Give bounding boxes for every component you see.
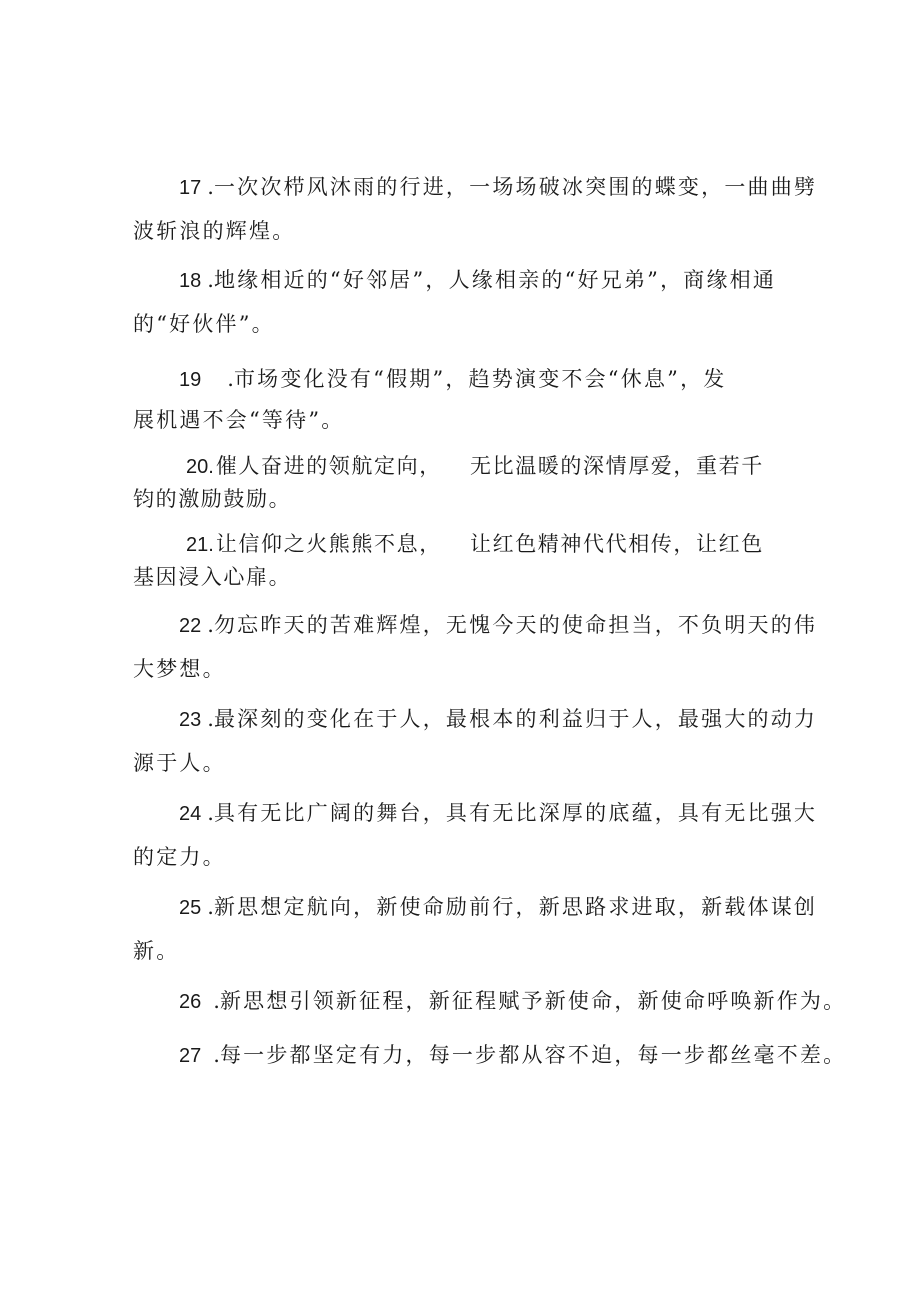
item-number: 25 (179, 897, 202, 919)
item-line-1 (186, 531, 442, 558)
item-text: 新思想引领新征程，新征程赋予新使命，新使命呼唤新作为。 (219, 989, 847, 1013)
item-separator: . (207, 707, 214, 731)
item-number: 24 (179, 803, 202, 825)
item-separator: . (207, 801, 214, 825)
item-line-1 (179, 612, 817, 639)
item-number: 23 (179, 709, 202, 731)
item-text: 新思想定航向，新使命励前行，新思路求进取，新载体谋创 (213, 895, 818, 919)
item-separator: . (207, 175, 214, 199)
item-text: 每一步都坚定有力，每一步都从容不迫，每一步都丝毫不差。 (219, 1043, 847, 1067)
item-line-1-part-2: 无比温暖的深情厚爱，重若千 (470, 454, 764, 478)
item-number: 18 (179, 270, 202, 292)
item-line-1 (179, 800, 817, 827)
item-line-2: 钧的激励鼓励。 (133, 487, 292, 511)
item-separator: . (227, 367, 234, 391)
item-line-1 (179, 894, 817, 921)
item-number: 22 (179, 615, 202, 637)
item-text: 勿忘昨天的苦难辉煌，无愧今天的使命担当，不负明天的伟 (213, 613, 818, 637)
item-line-1 (179, 1042, 846, 1069)
item-separator: . (213, 989, 220, 1013)
item-separator: . (207, 895, 214, 919)
item-line-2: 展机遇不会“等待”。 (133, 408, 345, 432)
item-line-1 (186, 453, 442, 480)
item-line-2: 源于人。 (133, 751, 226, 775)
item-text: 最深刻的变化在于人，最根本的利益归于人，最强大的动力 (213, 707, 818, 731)
item-number: 19 (179, 369, 202, 391)
item-number: 26 (179, 991, 202, 1013)
item-line-1 (179, 174, 817, 201)
item-separator: . (213, 1043, 220, 1067)
item-text-part-1: 催人奋进的领航定向， (215, 454, 442, 478)
item-line-1 (179, 366, 726, 393)
item-line-2: 新。 (133, 939, 180, 963)
item-line-1 (179, 988, 846, 1015)
item-number: 27 (179, 1045, 202, 1067)
item-text: 地缘相近的“好邻居”，人缘相亲的“好兄弟”，商缘相通 (213, 268, 777, 292)
item-number: 20. (186, 456, 214, 478)
item-line-2: 波斩浪的辉煌。 (133, 219, 296, 243)
item-text: 市场变化没有“假期”，趋势演变不会“休息”，发 (233, 367, 727, 391)
item-line-2: 的定力。 (133, 845, 226, 869)
item-line-2: 基因浸入心扉。 (133, 565, 292, 589)
item-separator: . (207, 613, 214, 637)
item-line-1-part-2: 让红色精神代代相传，让红色 (470, 532, 764, 556)
item-number: 17 (179, 177, 202, 199)
item-text: 具有无比广阔的舞台，具有无比深厚的底蕴，具有无比强大 (213, 801, 818, 825)
item-number: 21. (186, 534, 214, 556)
item-separator: . (207, 268, 214, 292)
item-line-1 (179, 267, 776, 294)
item-line-2: 的“好伙伴”。 (133, 312, 275, 336)
item-line-1 (179, 706, 817, 733)
item-text-part-1: 让信仰之火熊熊不息， (215, 532, 442, 556)
item-line-2: 大梦想。 (133, 657, 226, 681)
item-text: 一次次栉风沐雨的行进，一场场破冰突围的蝶变，一曲曲劈 (213, 175, 818, 199)
